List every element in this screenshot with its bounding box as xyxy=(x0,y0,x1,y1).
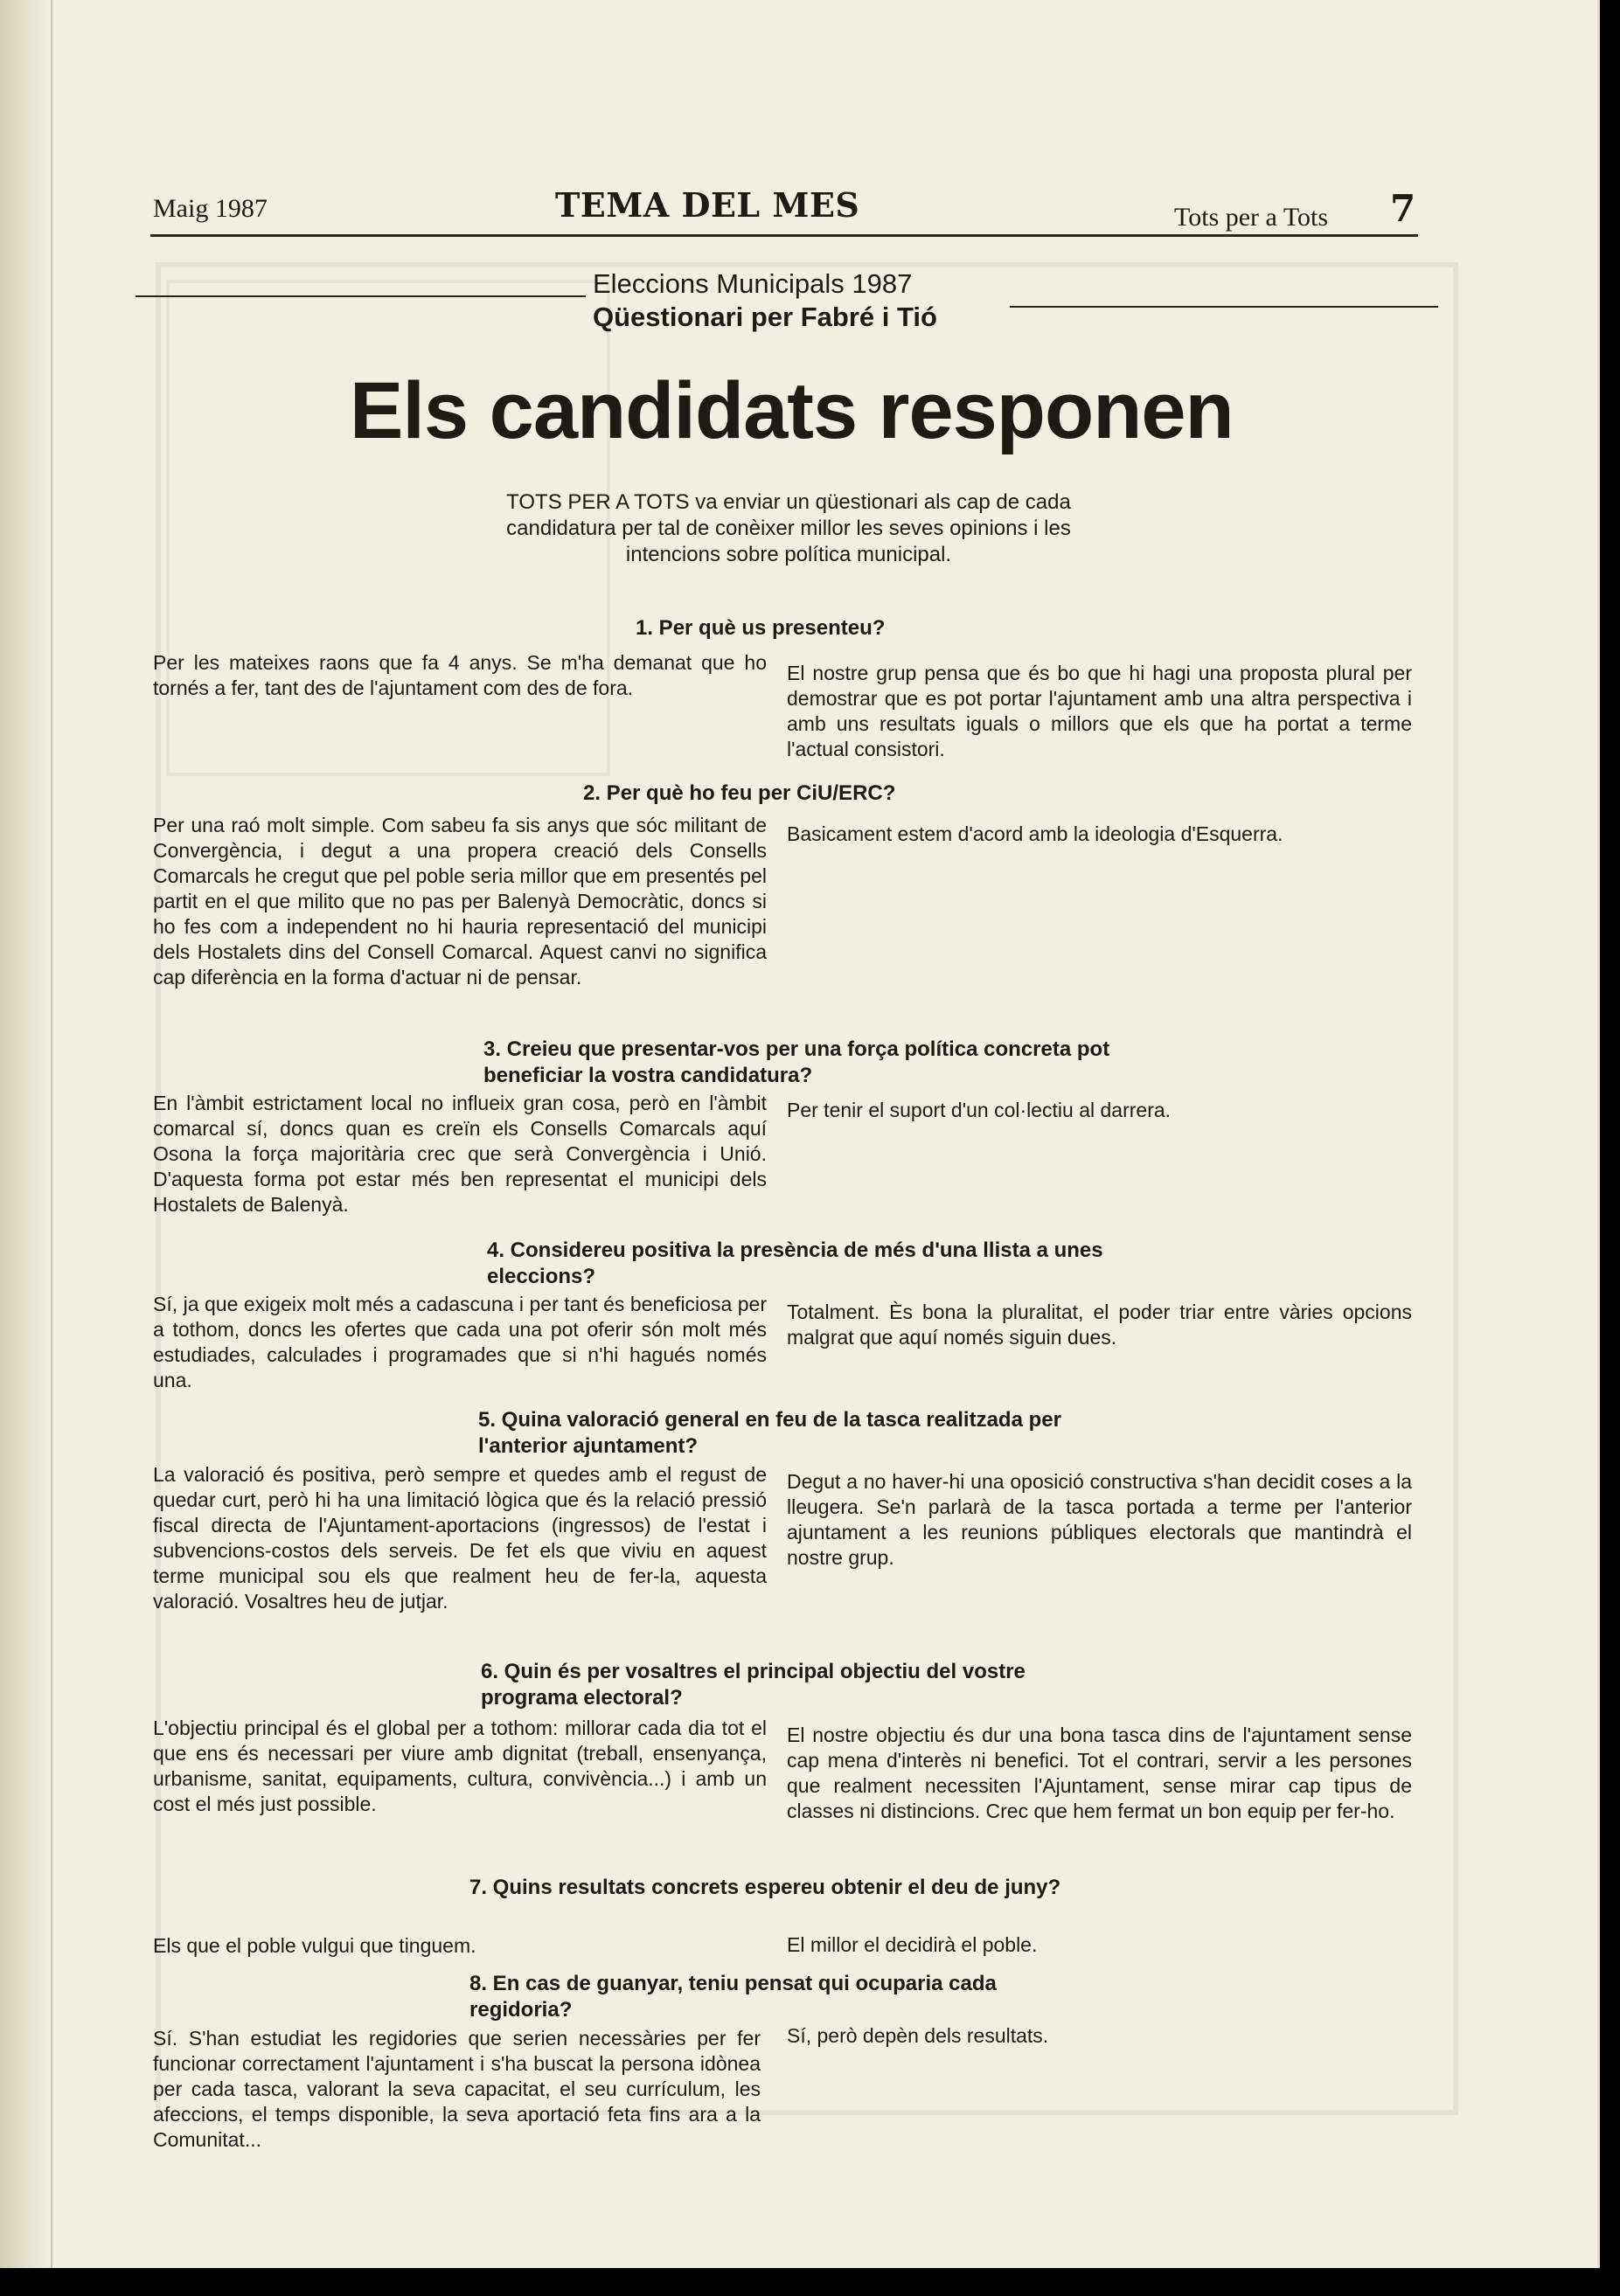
kicker-rule-left xyxy=(136,295,586,297)
answer-erc: El nostre grup pensa que és bo que hi hagi una proposta plural per demostrar que es pot portar l'ajuntament amb una altra perspectiva i amb uns resultats iguals o millors que els que ha portat a terme l'actual consistori. xyxy=(787,662,1412,760)
issue-date: Maig 1987 xyxy=(153,194,268,223)
kicker-rule-right xyxy=(1010,306,1438,308)
answer-erc: Per tenir el suport d'un col·lectiu al darrera. xyxy=(787,1099,1172,1121)
question: 4. Considereu positiva la presència de més d'una llista a unes eleccions? xyxy=(487,1238,1103,1288)
show-through-text xyxy=(769,891,789,957)
question: 2. Per què ho feu per CiU/ERC? xyxy=(583,781,896,805)
article-intro: TOTS PER A TOTS va enviar un qüestionari als cap de cada candidatura per tal de conèixer millor les seves opinions i les intencions sobre política municipal. xyxy=(506,490,1071,566)
header-rule xyxy=(150,234,1418,237)
answer-ciu: Per les mateixes raons que fa 4 anys. Se m'ha demanat que ho tornés a fer, tant des de l'ajuntament com des de fora. xyxy=(153,651,767,699)
question: 1. Per què us presenteu? xyxy=(636,616,886,640)
question: 6. Quin és per vosaltres el principal objectiu del vostre programa electoral? xyxy=(481,1660,1026,1710)
answer-ciu: Sí. S'han estudiat les regidories que serien necessàries per fer funcionar correctament l'ajuntament i s'ha buscat la persona idònea per cada tasca, valorant la seva capacitat, el seu currículum, les afeccions, el temps disponible, la seva aportació feta fins ara a la Comunitat... xyxy=(153,2027,761,2151)
answer-erc: Totalment. Ès bona la pluralitat, el poder triar entre vàries opcions malgrat que aquí només siguin dues. xyxy=(787,1301,1412,1349)
page-binding-edge xyxy=(51,0,52,2268)
publication-name: Tots per a Tots xyxy=(1174,203,1329,232)
answer-erc: Sí, però depèn dels resultats. xyxy=(787,2024,1049,2047)
answer-ciu: L'objectiu principal és el global per a tothom: millorar cada dia tot el que ens és necessari per viure amb dignitat (treball, ensenyança, urbanisme, sanitat, equipaments, cultura, convivència...) i amb un cost el més just possible. xyxy=(153,1717,767,1815)
answer-ciu: En l'àmbit estrictament local no influeix gran cosa, però en l'àmbit comarcal sí, doncs quan es creïn els Consells Comarcals aquí Osona la força majoritària crec que serà Convergència i Unió. D'aquesta forma pot estar més ben representat el municipi dels Hostalets de Balenyà. xyxy=(153,1092,767,1216)
question: 7. Quins resultats concrets espereu obtenir el deu de juny? xyxy=(469,1876,1061,1899)
question: 8. En cas de guanyar, teniu pensat qui ocuparia cada regidoria? xyxy=(469,1972,997,2022)
question: 5. Quina valoració general en feu de la tasca realitzada per l'anterior ajuntament? xyxy=(478,1408,1061,1458)
article-kicker xyxy=(593,267,937,334)
answer-erc: Degut a no haver-hi una oposició constructiva s'han decidit coses a la lleugera. Se'n parlarà de la tasca portada a terme per l'anterior ajuntament a les reunions públiques electorals que mantindrà el nostre grup. xyxy=(787,1470,1412,1569)
answer-erc: El millor el decidirà el poble. xyxy=(787,1933,1038,1956)
kicker-line-bold: Qüestionari per Fabré i Tió xyxy=(593,302,937,332)
kicker-line: Eleccions Municipals 1987 xyxy=(593,268,913,299)
answer-erc: El nostre objectiu és dur una bona tasca dins de l'ajuntament sense cap mena d'interès ni benefici. Tot el contrari, servir a les persones que realment necessiten l'Ajuntament, sense mirar cap tipus de classes ni distincions. Crec que hem fermat un bon equip per fer-ho. xyxy=(787,1724,1412,1822)
section-title: TEMA DEL MES xyxy=(555,185,860,225)
answer-ciu: La valoració és positiva, però sempre et quedes amb el regust de quedar curt, però hi ha una limitació lògica que és la relació pressió fiscal directa de l'Ajuntament-aportacions (ingressos) de l'estat i subvencions-costos dels serveis. De fet els que viviu en aquest terme municipal sou els que realment heu de fer-la, aquesta valoració. Vosaltres heu de jutjar. xyxy=(153,1463,767,1613)
answer-ciu: Per una raó molt simple. Com sabeu fa sis anys que sóc militant de Convergència, i degut a una propera creació dels Consells Comarcals he cregut que pel poble seria millor que em presentés pel partit en el que milito que no pas per Balenyà Democràtic, doncs si ho fes com a independent no hi hauria representació del municipi dels Hostalets dins del Consell Comarcal. Aquest canvi no significa cap diferència en la forma d'actuar ni de pensar. xyxy=(153,814,767,988)
question: 3. Creieu que presentar-vos per una força política concreta pot beneficiar la vostra candidatura? xyxy=(483,1037,1110,1087)
page-binding-shadow xyxy=(0,0,51,2268)
article-headline: Els candidats responen xyxy=(350,366,1234,455)
page-number: 7 xyxy=(1390,187,1416,230)
answer-ciu: Sí, ja que exigeix molt més a cadascuna i per tant és beneficiosa per a tothom, doncs les ofertes que cada una pot oferir són molt més estudiades, calculades i programades que si n'hi hagués només una. xyxy=(153,1293,767,1391)
answer-erc: Basicament estem d'acord amb la ideologia d'Esquerra. xyxy=(787,822,1283,845)
answer-ciu: Els que el poble vulgui que tinguem. xyxy=(153,1934,476,1957)
